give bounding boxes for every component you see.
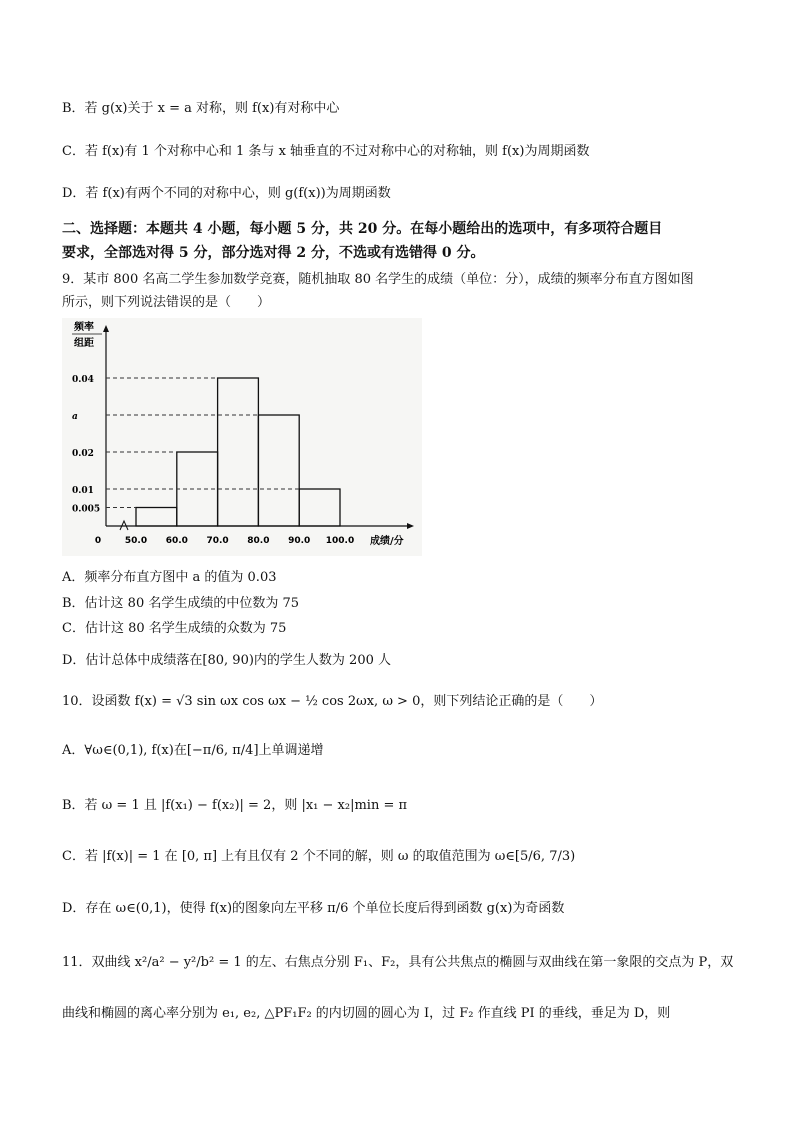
y-tick-label: 0.04 bbox=[72, 375, 94, 385]
histogram-bar bbox=[136, 508, 177, 527]
histogram-svg bbox=[62, 318, 422, 556]
option-d-q10: D．存在 ω∈(0,1)，使得 f(x)的图象向左平移 π/6 个单位长度后得到函数 g(x)为奇函数 bbox=[62, 901, 565, 916]
question-11: 11．双曲线 x²/a² − y²/b² = 1 的左、右焦点分别 F₁、F₂，具有公共焦点的椭圆与双曲线在第一象限的交点为 P，双 bbox=[62, 955, 734, 970]
option-a-q10: A．∀ω∈(0,1), f(x)在[−π/6, π/4]上单调递增 bbox=[62, 743, 324, 758]
ylabel-top: 频率 bbox=[74, 322, 94, 333]
option-c-q9: C．估计这 80 名学生成绩的众数为 75 bbox=[62, 621, 287, 636]
y-tick-label: 0.01 bbox=[72, 486, 94, 496]
x-axis-label: 成绩/分 bbox=[370, 536, 404, 547]
question-9-cont: 所示，则下列说法错误的是（ ） bbox=[62, 295, 271, 310]
option-a-q9: A．频率分布直方图中 a 的值为 0.03 bbox=[62, 570, 277, 585]
x-tick-label: 80.0 bbox=[247, 536, 270, 546]
question-9: 9．某市 800 名高二学生参加数学竞赛，随机抽取 80 名学生的成绩（单位：分），成绩的频率分布直方图如图 bbox=[62, 272, 694, 287]
option-b-q9: B．估计这 80 名学生成绩的中位数为 75 bbox=[62, 596, 300, 611]
option-b-q10: B．若 ω = 1 且 |f(x₁) − f(x₂)| = 2，则 |x₁ − x₂|min = π bbox=[62, 798, 408, 813]
x-tick-label: 90.0 bbox=[288, 536, 311, 546]
section-2-heading: 二、选择题：本题共 4 小题，每小题 5 分，共 20 分。在每小题给出的选项中，有多项符合题目 bbox=[62, 221, 663, 237]
histogram-bar bbox=[218, 378, 259, 526]
x-tick-label: 100.0 bbox=[325, 536, 355, 546]
question-11-cont: 曲线和椭圆的离心率分别为 e₁, e₂, △PF₁F₂ 的内切圆的圆心为 I，过 F₂ 作直线 PI 的垂线，垂足为 D，则 bbox=[62, 1006, 671, 1021]
y-tick-label: 0.02 bbox=[72, 449, 94, 459]
option-c-q8: C．若 f(x)有 1 个对称中心和 1 条与 x 轴垂直的不过对称中心的对称轴，则 f(x)为周期函数 bbox=[62, 144, 590, 159]
y-tick-label: a bbox=[72, 412, 78, 422]
x-axis-arrow bbox=[407, 523, 414, 529]
x-tick-label: 0 bbox=[94, 536, 102, 546]
option-c-q10: C．若 |f(x)| = 1 在 [0, π] 上有且仅有 2 个不同的解，则 ω 的取值范围为 ω∈[5/6, 7/3) bbox=[62, 849, 576, 864]
section-2-heading-cont: 要求，全部选对得 5 分，部分选对得 2 分，不选或有选错得 0 分。 bbox=[62, 245, 485, 261]
x-tick-label: 50.0 bbox=[124, 536, 148, 546]
option-b-q8: B．若 g(x)关于 x = a 对称，则 f(x)有对称中心 bbox=[62, 101, 340, 116]
x-tick-label: 60.0 bbox=[165, 536, 188, 546]
x-tick-label: 70.0 bbox=[206, 536, 229, 546]
histogram bbox=[62, 318, 422, 556]
question-10: 10．设函数 f(x) = √3 sin ωx cos ωx − ½ cos 2ωx, ω > 0，则下列结论正确的是（ ） bbox=[62, 694, 603, 709]
y-tick-label: 0.005 bbox=[72, 504, 101, 515]
y-axis-arrow bbox=[103, 325, 109, 332]
histogram-bar bbox=[258, 415, 299, 526]
ylabel-bottom: 组距 bbox=[74, 338, 94, 349]
option-d-q9: D．估计总体中成绩落在[80, 90)内的学生人数为 200 人 bbox=[62, 653, 391, 668]
histogram-bar bbox=[299, 489, 340, 526]
option-d-q8: D．若 f(x)有两个不同的对称中心，则 g(f(x))为周期函数 bbox=[62, 186, 391, 201]
